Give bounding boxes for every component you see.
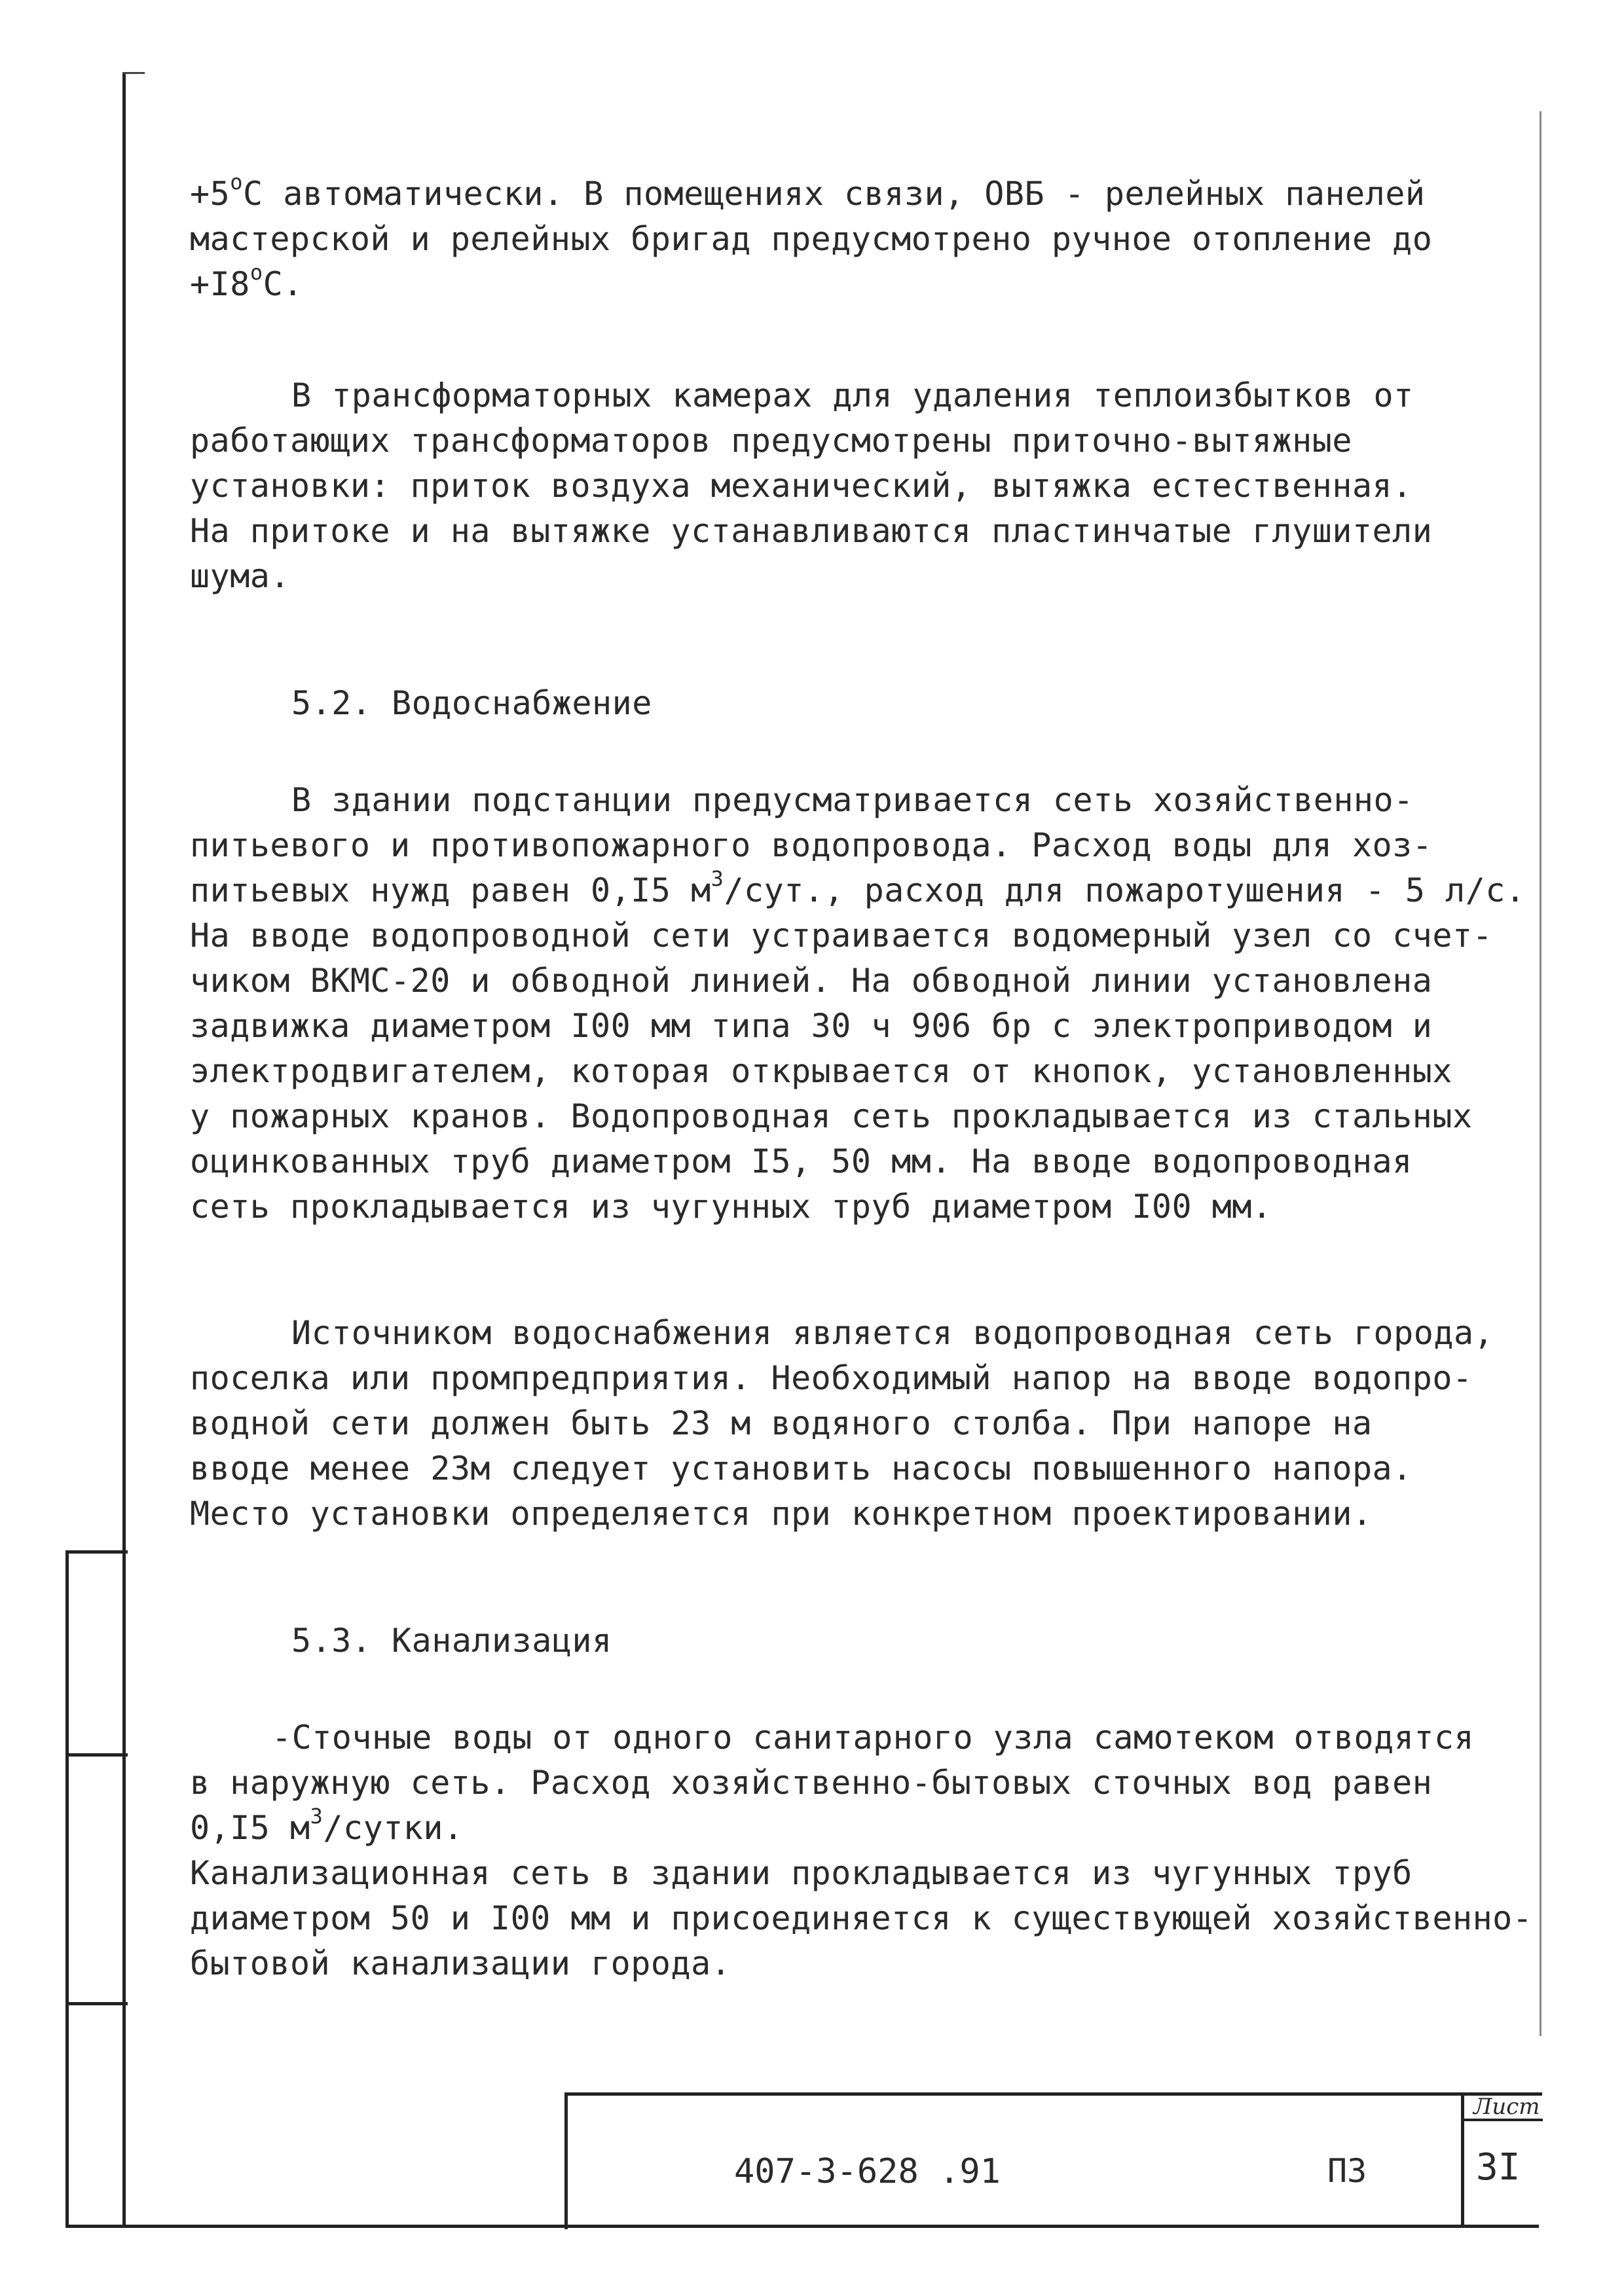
text-line: сеть прокладывается из чугунных труб диаметром I00 мм.: [190, 1188, 1272, 1226]
text-line: чиком ВКМС-20 и обводной линией. На обводной линии установлена: [190, 962, 1433, 1000]
title-block: [564, 2092, 1542, 2229]
text-line: работающих трансформаторов предусмотрены приточно-вытяжные: [190, 422, 1352, 460]
binding-row-line: [69, 1753, 128, 1757]
text-line: Источником водоснабжения является водопроводная сеть города,: [291, 1314, 1494, 1352]
text-line: вводе менее 23м следует установить насосы повышенного напора.: [190, 1449, 1412, 1487]
text-line: На притоке и на вытяжке устанавливаются пластинчатые глушители: [190, 512, 1433, 550]
sheet-cell: [1461, 2092, 1543, 2226]
text-line: в наружную сеть. Расход хозяйственно-бытовых сточных вод равен: [190, 1764, 1433, 1802]
document-type: ПЗ: [1327, 2152, 1367, 2190]
text-line: установки: приток воздуха механический, вытяжка естественная.: [190, 467, 1412, 505]
text-line: $+5^oC$ автоматически. В помещениях связи, ОВБ - релейных панелей: [190, 170, 1426, 213]
paragraph-water-source: [190, 1311, 1549, 1537]
paragraph-sewage: [190, 1715, 1549, 1986]
paragraph-water-supply: [190, 778, 1549, 1230]
binding-row-line: [69, 1550, 128, 1554]
text-line: оцинкованных труб диаметром I5, 50 мм. На вводе водопроводная: [190, 1142, 1412, 1180]
text-line: Место установки определяется при конкретном проектировании.: [190, 1495, 1373, 1533]
text-line: шума.: [190, 557, 291, 595]
text-line: -Сточные воды от одного санитарного узла самотеком отводятся: [272, 1719, 1475, 1757]
text-line: 0,I5 $м^3$/сутки.: [190, 1804, 464, 1847]
sheet-divider: [1464, 2119, 1543, 2121]
text-line: электродвигателем, которая открывается от кнопок, установленных: [190, 1052, 1452, 1090]
sheet-label: Лист: [1473, 2094, 1540, 2120]
text-line: питьевых нужд равен 0,I5 $м^3$/сут., расход для пожаротушения - 5 л/с.: [190, 866, 1526, 909]
text-line: В здании подстанции предусматривается сеть хозяйственно-: [291, 781, 1414, 819]
text-line: На вводе водопроводной сети устраивается водомерный узел со счет-: [190, 917, 1493, 955]
text-line: питьевого и противопожарного водопровода. Расход воды для хоз-: [190, 826, 1433, 864]
binding-strip: [65, 1550, 128, 2226]
paragraph-transformer: [190, 373, 1549, 599]
text-line: $+I8^oC$.: [190, 260, 303, 303]
sheet-number: 3I: [1476, 2146, 1521, 2189]
text-line: бытовой канализации города.: [190, 1944, 731, 1982]
text-line: поселка или промпредприятия. Необходимый напор на вводе водопро-: [190, 1359, 1473, 1397]
text-line: водной сети должен быть 23 м водяного столба. При напоре на: [190, 1404, 1373, 1442]
section-heading-water-supply: 5.2. Водоснабжение: [291, 684, 652, 722]
text-line: задвижка диаметром I00 мм типа 30 ч 906 бр с электроприводом и: [190, 1007, 1433, 1045]
text-line: диаметром 50 и I00 мм и присоединяется к существующей хозяйственно-: [190, 1899, 1533, 1937]
text-line: у пожарных кранов. Водопроводная сеть прокладывается из стальных: [190, 1097, 1473, 1135]
binding-row-line: [69, 2002, 128, 2005]
text-line: Канализационная сеть в здании прокладывается из чугунных труб: [190, 1854, 1412, 1892]
paragraph-heating: [190, 172, 1549, 307]
text-line: мастерской и релейных бригад предусмотрено ручное отопление до: [190, 220, 1433, 258]
document-code: 407-3-628 .91: [734, 2152, 1001, 2191]
section-heading-sewage: 5.3. Канализация: [291, 1622, 612, 1660]
frame-top-tick: [122, 72, 145, 74]
text-line: В трансформаторных камерах для удаления теплоизбытков от: [291, 376, 1414, 414]
